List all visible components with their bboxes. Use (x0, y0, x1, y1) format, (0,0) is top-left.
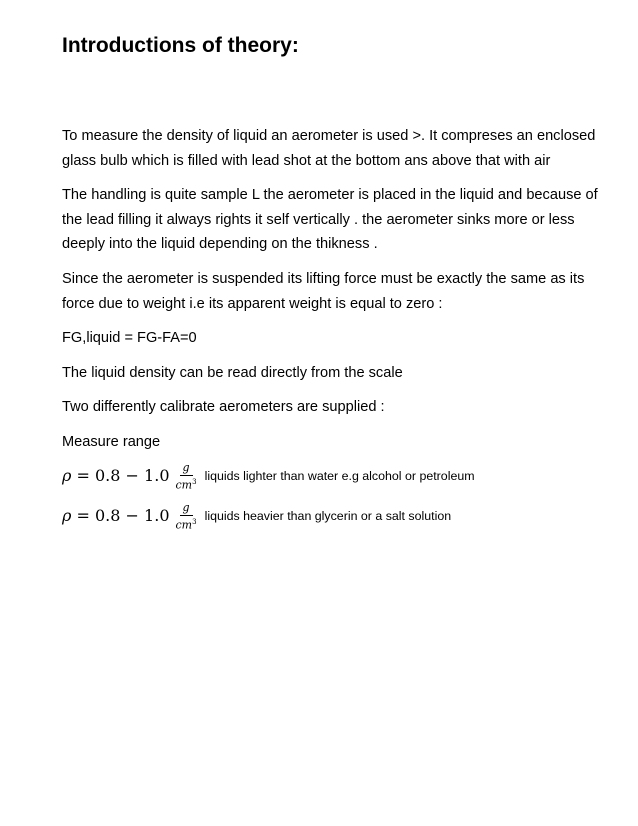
paragraph-aerometers: Two differently calibrate aerometers are supplied : (62, 399, 385, 416)
paragraph-handling: The handling is quite sample L the aerometer is placed in the liquid and because of the lead filling it always rights it self vertically . the aerometer sinks more or less deeply into the liquid depending on the thikness . (62, 187, 598, 253)
body-text (62, 124, 618, 537)
paragraph-intro: To measure the density of liquid an aerometer is used >. It compreses an enclosed glass bulb which is filled with lead shot at the bottom ans above that with air (62, 128, 596, 169)
paragraph-force-equation: FG,liquid = FG-FA=0 (62, 330, 197, 347)
formula-description: liquids heavier than glycerin or a salt solution (204, 509, 452, 524)
unit-fraction: $\frac{g}{cm^3}$ (175, 461, 197, 492)
paragraph-measure-range: Measure range (62, 433, 161, 450)
formula-row-light (62, 457, 618, 497)
paragraph-scale: The liquid density can be read directly from the scale (62, 364, 403, 381)
formula-description: liquids lighter than water e.g alcohol or petroleum (204, 469, 475, 484)
formula-row-heavy (62, 497, 618, 537)
formula-expression: ρ = 0.8 − 1.0 (62, 466, 170, 486)
paragraph-suspension: Since the aerometer is suspended its lifting force must be exactly the same as its force due to weight i.e its apparent weight is equal to zero : (62, 270, 585, 312)
formula-expression: ρ = 0.8 − 1.0 (62, 506, 170, 526)
section-title: Introductions of theory: (62, 34, 299, 57)
unit-fraction: $\frac{g}{cm^3}$ (175, 501, 197, 532)
